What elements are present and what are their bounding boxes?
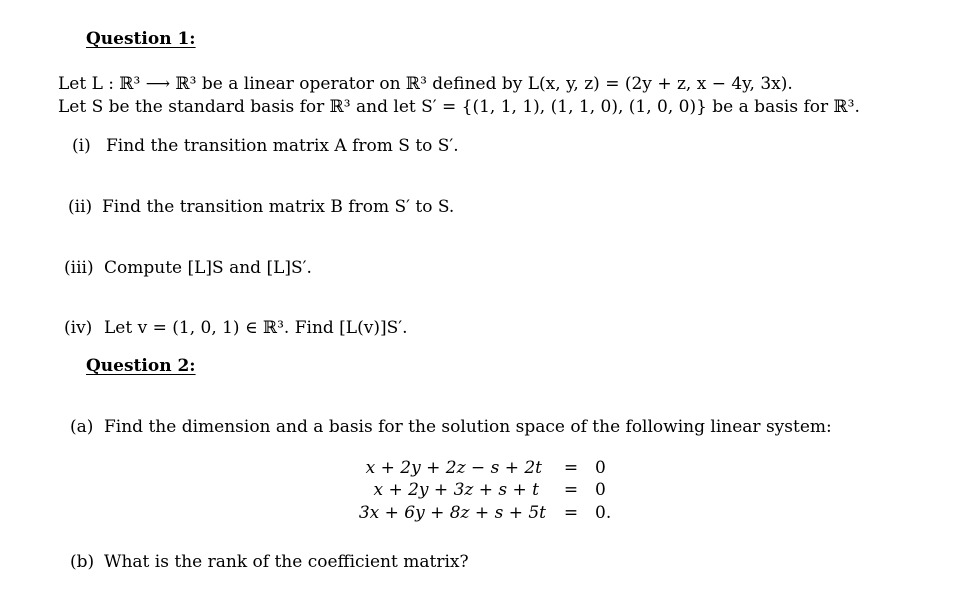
equation-1-equals: =: [563, 458, 579, 478]
question-2-part-b: [70, 552, 469, 572]
part-text: What is the rank of the coefficient matrix?: [104, 552, 469, 572]
question-1-part-ii: [68, 197, 454, 217]
part-label: (ii): [68, 197, 93, 217]
part-text: Find the transition matrix A from S to S′.: [106, 136, 459, 156]
question-1-part-iii: [64, 258, 312, 278]
question-1-part-iv: [64, 318, 408, 338]
equation-3-rhs: 0.: [595, 503, 612, 523]
question-2-part-a: [70, 417, 832, 437]
question-1-intro-line-2: Let S be the standard basis for ℝ³ and let S′ = {(1, 1, 1), (1, 1, 0), (1, 0, 0)} be a basis for ℝ³.: [58, 97, 860, 117]
part-label: (b): [70, 552, 95, 572]
question-1-intro-line-1: Let L : ℝ³ ⟶ ℝ³ be a linear operator on ℝ³ defined by L(x, y, z) = (2y + z, x − 4y, 3x).: [58, 74, 793, 94]
part-text: Find the dimension and a basis for the solution space of the following linear system:: [104, 417, 832, 437]
question-2-heading: Question 2:: [86, 356, 196, 376]
question-1-part-i: [72, 136, 459, 156]
part-label: (iv): [64, 318, 93, 338]
equation-3-equals: =: [563, 503, 579, 523]
equation-3-lhs: 3x + 6y + 8z + s + 5t: [358, 503, 546, 523]
part-text: Compute [L]S and [L]S′.: [104, 258, 312, 278]
part-text: Find the transition matrix B from S′ to S.: [102, 197, 455, 217]
equation-2-lhs: x + 2y + 3z + s + t: [373, 480, 539, 500]
equation-2-equals: =: [563, 480, 579, 500]
part-label: (a): [70, 417, 94, 437]
part-label: (i): [72, 136, 91, 156]
part-text: Let v = (1, 0, 1) ∈ ℝ³. Find [L(v)]S′.: [104, 318, 408, 338]
equation-1-lhs: x + 2y + 2z − s + 2t: [365, 458, 542, 478]
part-label: (iii): [64, 258, 94, 278]
equation-2-rhs: 0: [595, 480, 606, 500]
question-1-heading: Question 1:: [86, 29, 196, 49]
equation-1-rhs: 0: [595, 458, 606, 478]
